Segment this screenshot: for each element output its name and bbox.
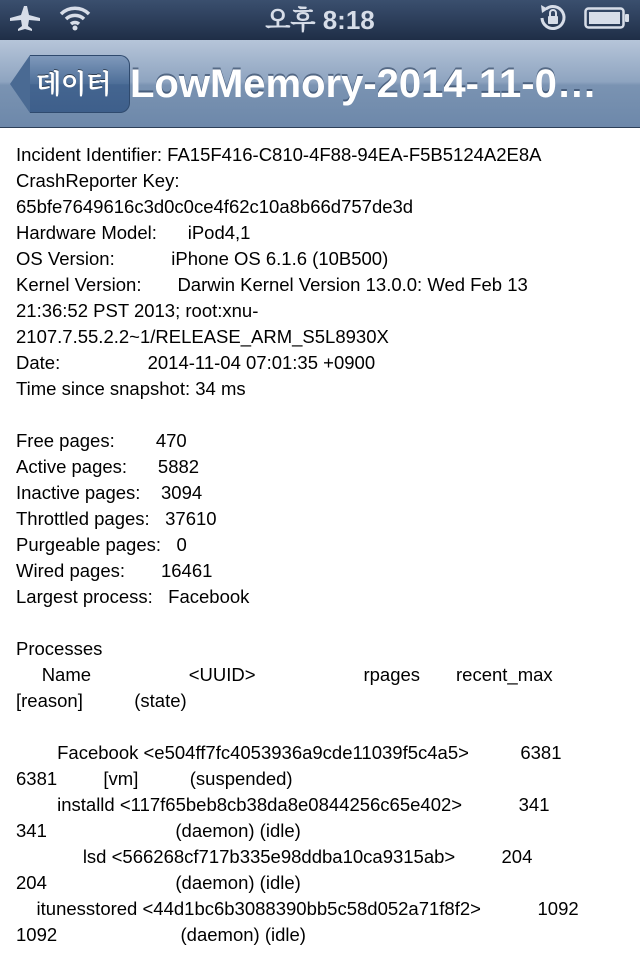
report-line: lsd <566268cf717b335e98ddba10ca9315ab> 204 [16,846,533,867]
back-button[interactable] [10,55,130,113]
report-line: Date: 2014-11-04 07:01:35 +0900 [16,352,376,373]
status-right [536,4,630,36]
report-line: OS Version: iPhone OS 6.1.6 (10B500) [16,248,389,269]
report-line: [reason] (state) [16,690,187,711]
report-line: Free pages: 470 [16,430,187,451]
report-line: Throttled pages: 37610 [16,508,217,529]
page-title: LowMemory-2014-11-0… [130,62,597,106]
back-arrow-icon [10,55,30,113]
report-line: Active pages: 5882 [16,456,200,477]
crash-report-text[interactable] [16,142,626,960]
report-line: Purgeable pages: 0 [16,534,187,555]
report-line: installd <117f65beb8cb38da8e0844256c65e402> 341 [16,794,550,815]
report-line: 6381 [vm] (suspended) [16,768,293,789]
report-line: Inactive pages: 3094 [16,482,203,503]
report-line: Largest process: Facebook [16,586,250,607]
report-line: Time since snapshot: 34 ms [16,378,246,399]
status-bar [0,0,640,40]
report-line: 2107.7.55.2.2~1/RELEASE_ARM_S5L8930X [16,326,389,347]
report-line: 65bfe7649616c3d0c0ce4f62c10a8b66d757de3d [16,196,414,217]
report-line: 204 (daemon) (idle) [16,872,301,893]
report-line: Kernel Version: Darwin Kernel Version 13.0.0: Wed Feb 13 [16,274,528,295]
report-line: 341 (daemon) (idle) [16,820,301,841]
report-line: Processes [16,638,103,659]
report-line: CrashReporter Key: [16,170,180,191]
rotation-lock-icon [536,3,570,38]
battery-icon [584,7,630,34]
report-line [16,714,626,740]
navigation-bar [0,40,640,128]
report-line: 1092 (daemon) (idle) [16,924,306,945]
report-line: Facebook <e504ff7fc4053936a9cde11039f5c4a5> 6381 [16,742,562,763]
report-line: Wired pages: 16461 [16,560,213,581]
report-line [16,402,626,428]
report-line: Hardware Model: iPod4,1 [16,222,251,243]
back-button-label: 데이터 [30,55,130,113]
report-line: Incident Identifier: FA15F416-C810-4F88-94EA-F5B5124A2E8A [16,144,542,165]
report-line: itunesstored <44d1bc6b3088390bb5c58d052a71f8f2> 1092 [16,898,579,919]
status-time: 오후 8:18 [265,5,375,35]
report-line [16,610,626,636]
report-line: Name <UUID> rpages recent_max [16,664,553,685]
report-line: 21:36:52 PST 2013; root:xnu- [16,300,259,321]
